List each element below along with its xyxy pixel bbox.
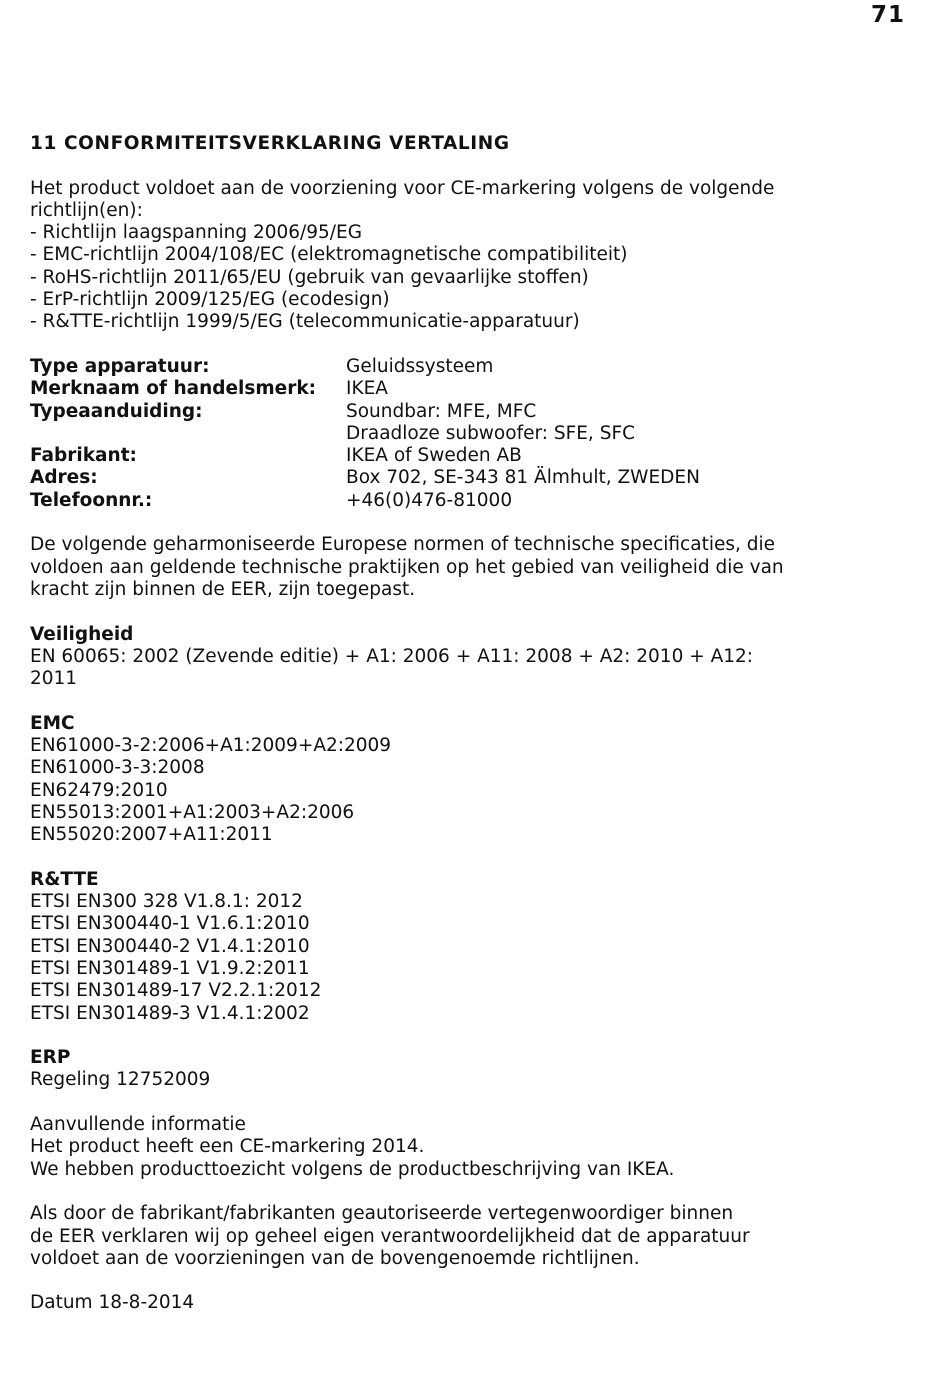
standard-line: ETSI EN301489-3 V1.4.1:2002 bbox=[30, 1002, 310, 1024]
page-number: 71 bbox=[870, 2, 905, 28]
spec-label: Adres: bbox=[30, 467, 98, 489]
intro-paragraph bbox=[30, 178, 910, 334]
spec-value: Geluidssysteem bbox=[346, 355, 494, 377]
text-line: de EER verklaren wij op geheel eigen verantwoordelijkheid dat de apparatuur bbox=[30, 1225, 750, 1247]
standard-line: ETSI EN300440-1 V1.6.1:2010 bbox=[30, 913, 310, 935]
norms-intro-paragraph bbox=[30, 534, 910, 601]
text-line: Het product heeft een CE-markering 2014. bbox=[30, 1136, 425, 1158]
spec-label: Typeaanduiding: bbox=[30, 400, 203, 422]
directive-item: - RoHS-richtlijn 2011/65/EU (gebruik van gevaarlijke stoffen) bbox=[30, 266, 589, 288]
standard-line: ETSI EN300 328 V1.8.1: 2012 bbox=[30, 891, 303, 913]
spec-row bbox=[30, 401, 910, 423]
standard-line: ETSI EN301489-1 V1.9.2:2011 bbox=[30, 957, 310, 979]
standard-line: ETSI EN301489-17 V2.2.1:2012 bbox=[30, 980, 322, 1002]
standard-line: EN 60065: 2002 (Zevende editie) + A1: 2006 + A11: 2008 + A2: 2010 + A12: bbox=[30, 645, 754, 667]
standard-line: ETSI EN300440-2 V1.4.1:2010 bbox=[30, 935, 310, 957]
standard-line: Regeling 12752009 bbox=[30, 1069, 211, 1091]
text-line: Het product voldoet aan de voorziening voor CE-markering volgens de volgende bbox=[30, 177, 775, 199]
section-title: ERP bbox=[30, 1047, 71, 1069]
section-title: EMC bbox=[30, 712, 75, 734]
section-heading: 11 CONFORMITEITSVERKLARING VERTALING bbox=[30, 133, 510, 154]
spec-label bbox=[30, 423, 346, 445]
spec-row bbox=[30, 445, 910, 467]
spec-value: +46(0)476-81000 bbox=[346, 489, 513, 511]
spec-label: Type apparatuur: bbox=[30, 355, 210, 377]
spec-row bbox=[30, 378, 910, 400]
text-line: Aanvullende informatie bbox=[30, 1114, 246, 1136]
product-spec-table bbox=[30, 356, 910, 512]
spec-row bbox=[30, 356, 910, 378]
section-rtte bbox=[30, 869, 910, 1025]
spec-value: Soundbar: MFE, MFC bbox=[346, 400, 537, 422]
text-line: kracht zijn binnen de EER, zijn toegepast. bbox=[30, 578, 416, 600]
section-title: Veiligheid bbox=[30, 623, 134, 645]
section-title: R&TTE bbox=[30, 868, 99, 890]
standard-line: EN62479:2010 bbox=[30, 779, 168, 801]
spec-value: IKEA of Sweden AB bbox=[346, 445, 522, 467]
standard-line: EN61000-3-3:2008 bbox=[30, 757, 205, 779]
spec-row bbox=[30, 490, 910, 512]
directive-item: - Richtlijn laagspanning 2006/95/EG bbox=[30, 222, 363, 244]
section-veiligheid bbox=[30, 624, 910, 691]
spec-value: IKEA bbox=[346, 378, 388, 400]
standard-line: EN55020:2007+A11:2011 bbox=[30, 824, 273, 846]
standard-line: 2011 bbox=[30, 668, 78, 690]
document-body bbox=[30, 133, 910, 1315]
text-line: richtlijn(en): bbox=[30, 199, 143, 221]
spec-row bbox=[30, 423, 910, 445]
spec-label: Fabrikant: bbox=[30, 445, 137, 467]
spec-label: Telefoonnr.: bbox=[30, 489, 153, 511]
declaration-paragraph bbox=[30, 1203, 910, 1270]
text-line: voldoet aan de voorzieningen van de bovengenoemde richtlijnen. bbox=[30, 1247, 640, 1269]
spec-value: Box 702, SE-343 81 Älmhult, ZWEDEN bbox=[346, 467, 700, 489]
additional-info-paragraph bbox=[30, 1114, 910, 1181]
spec-row bbox=[30, 467, 910, 489]
directive-item: - EMC-richtlijn 2004/108/EC (elektromagnetische compatibiliteit) bbox=[30, 244, 628, 266]
spec-value: Draadloze subwoofer: SFE, SFC bbox=[346, 422, 635, 444]
directive-item: - R&TTE-richtlijn 1999/5/EG (telecommunicatie-apparatuur) bbox=[30, 311, 580, 333]
standard-line: EN55013:2001+A1:2003+A2:2006 bbox=[30, 801, 355, 823]
text-line: De volgende geharmoniseerde Europese normen of technische specificaties, die bbox=[30, 534, 776, 556]
spec-label: Merknaam of handelsmerk: bbox=[30, 378, 317, 400]
standard-line: EN61000-3-2:2006+A1:2009+A2:2009 bbox=[30, 735, 392, 757]
section-erp bbox=[30, 1047, 910, 1092]
text-line: We hebben producttoezicht volgens de productbeschrijving van IKEA. bbox=[30, 1158, 675, 1180]
section-emc bbox=[30, 713, 910, 847]
directive-item: - ErP-richtlijn 2009/125/EG (ecodesign) bbox=[30, 289, 390, 311]
date-line: Datum 18-8-2014 bbox=[30, 1292, 195, 1314]
text-line: voldoen aan geldende technische praktijken op het gebied van veiligheid die van bbox=[30, 556, 784, 578]
text-line: Als door de fabrikant/fabrikanten geautoriseerde vertegenwoordiger binnen bbox=[30, 1203, 734, 1225]
